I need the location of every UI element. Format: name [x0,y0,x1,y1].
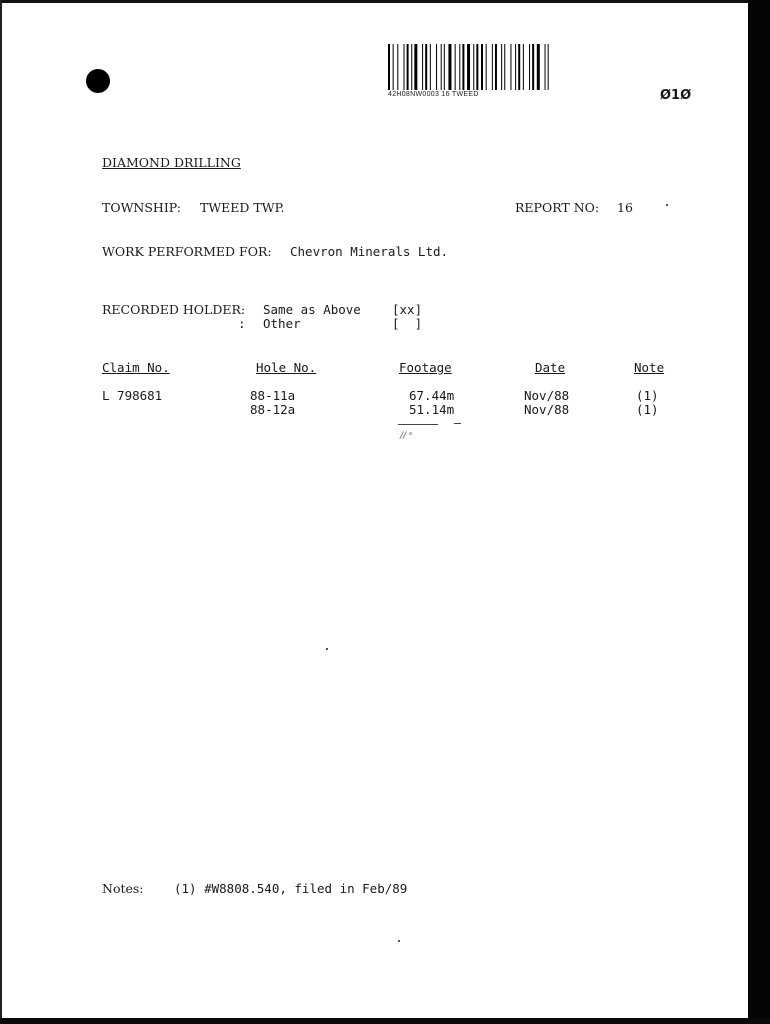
scan-speck [398,940,400,942]
barcode-bar [548,44,549,90]
barcode-bar [422,44,423,90]
barcode-bar [473,44,474,90]
holder-option-same-mark: [xx] [392,302,423,317]
holder-option-same: Same as Above [263,302,361,317]
barcode-bar [414,44,417,90]
cell-note: (1) [636,402,659,417]
document-title: DIAMOND DRILLING [102,155,241,170]
cell-date: Nov/88 [524,388,570,403]
cell-hole: 88-11a [250,388,296,403]
holder-option-other-colon: : [238,316,246,331]
barcode-bar [532,44,534,90]
scan-speck [666,204,668,206]
total-underline-tail [454,423,461,424]
barcode-bar [455,44,456,90]
notes-label: Notes: [102,881,144,896]
scan-speck [326,648,328,650]
barcode-bar [425,44,427,90]
scan-edge-right [748,0,770,1024]
barcode-bar [407,44,409,90]
column-header-footage: Footage [399,360,452,375]
holder-option-other: Other [263,316,301,331]
barcode-bar [448,44,451,90]
barcode-bar [495,44,497,90]
barcode-bar [492,44,493,90]
barcode-bar [481,44,483,90]
barcode-bar [523,44,524,90]
barcode-bar [501,44,502,90]
barcode-bar [397,44,398,90]
barcode-bar [441,44,442,90]
barcode-bar [393,44,394,90]
barcode-bar [404,44,405,90]
column-header-hole: Hole No. [256,360,317,375]
notes-text: (1) #W8808.540, filed in Feb/89 [174,881,408,896]
barcode-bar [515,44,516,90]
barcode-caption: 42H08NW0003 16 TWEED [388,91,479,98]
cell-claim: L 798681 [102,388,163,403]
cell-footage: 51.14m [409,402,455,417]
report-label: REPORT NO: [515,200,600,215]
barcode-bar [444,44,445,90]
barcode-bar [504,44,505,90]
barcode-bar [529,44,530,90]
total-underline [398,424,438,425]
column-header-claim: Claim No. [102,360,170,375]
cell-footage: 67.44m [409,388,455,403]
barcode [388,44,606,90]
barcode-bar [436,44,437,90]
work-performed-value: Chevron Minerals Ltd. [290,244,449,259]
barcode-bar [467,44,470,90]
barcode-bar [411,44,412,90]
column-header-date: Date [535,360,566,375]
barcode-bar [545,44,546,90]
barcode-bar [486,44,487,90]
report-number: 16 [617,200,633,215]
barcode-bar [459,44,460,90]
recorded-holder-label: RECORDED HOLDER: [102,302,246,317]
scan-edge-top [0,0,770,3]
scan-edge-bottom [0,1018,770,1024]
barcode-bar [388,44,390,90]
barcode-bar [430,44,431,90]
page-code: Ø1Ø [660,88,692,103]
barcode-bar [537,44,540,90]
township-value: TWEED TWP. [200,200,285,215]
column-header-note: Note [634,360,665,375]
barcode-bar [510,44,511,90]
cell-note: (1) [636,388,659,403]
work-performed-label: WORK PERFORMED FOR: [102,244,272,259]
scan-edge-left [0,0,2,1024]
cell-date: Nov/88 [524,402,570,417]
holder-option-other-mark: [ ] [392,316,423,331]
punch-hole-mark [86,69,110,93]
cell-hole: 88-12a [250,402,296,417]
township-label: TOWNSHIP: [102,200,181,215]
barcode-bar [518,44,520,90]
barcode-bar [476,44,478,90]
handwritten-mark: // ˢ [400,431,413,441]
barcode-bar [462,44,464,90]
